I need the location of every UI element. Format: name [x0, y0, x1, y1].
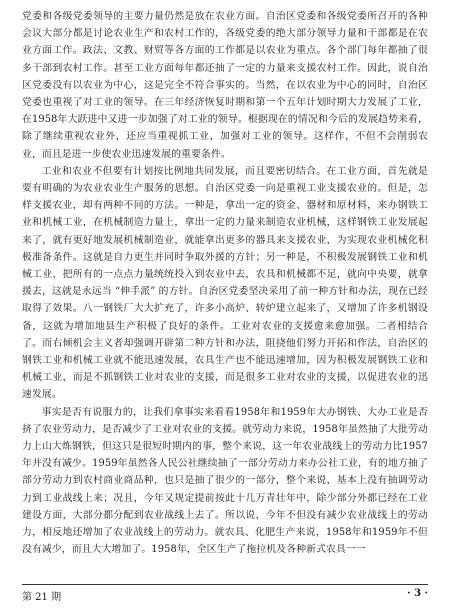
paragraph-1: 党委和各级党委领导的主要力量仍然是放在农业方面。自治区党委和各级党委所召开的各种会议大部分都是讨论农业生产和农村工作的，各级党委的绝大部分领导力量和干部都是在农业方面工作。政法、文教、财贸等各方面的工作都是以农业为重点。各个部门每年都抽了很多干部到农村工作。甚至工业方面每年都还抽了一定的力量来支援农村工作。因此，说自治区党委没有以农业为中心，这是完全不符合事实的。当然，在以农业为中心的同时，自治区党委也重视了对工业的领导。在三年经济恢复时期和第一个五年计划时期大力发展了工业，在1958年大跃进中又进一步加强了对工业的领导。根据现在的情况和今后的发展趋势来看，除了继续重视农业外，还应当重视抓工业，加强对工业的领导。这样作，不但不会削弱农业，而且是进一步使农业迅速发展的重要条件。: [22, 11, 428, 160]
article-body: [22, 8, 428, 559]
page-number: · 3 ·: [407, 588, 428, 599]
paragraph-2: 工业和农业不但要有计划按比例地共同发展，而且要密切结合。在工业方面，首先就是要有明确的为农业农业生产服务的思想。自治区党委一向是重视工业支援农业的。但是，怎样支援农业，却有两种不同的方法。一种是，拿出一定的资金、器材和原材料，来办钢铁工业和机械工业，在机械制造力量上，拿出一定的力量来制造农业机械，这样钢铁工业发展起来了，就有更好地发展机械制造业，就能拿出更多的器具来支援农业，为实现农业机械化积极准备条件。这就是自力更生并同时争取外援的方针；另一种是，不积极发展钢铁工业和机械工业，把所有的一点点力量统统投入到农业中去，农具和机械都不足，就向中央要，就拿援去，这就是永远当 “伸手派” 的方针。自治区党委坚决采用了前一种方针和办法，现在已经取得了效果。八一钢铁厂大大扩充了，许多小高炉、转炉建立起来了，又增加了许多机钢设备，这就为增加地县生产积极了良好的条件。工业对农业的支援愈来愈加强。二者相结合了。而右倾机会主义者却强调开辟第二种方针和办法，阻挠他们努力开拓和作法，自治区的钢铁工业和机械工业就不能迅速发展，农具生产也不能迅速增加，因为积极发展钢铁工业和机械工业，而是不抓钢铁工业对农业的支援，而是很多工业对农业的支援，以促进农业的迅速发展。: [22, 165, 428, 401]
page-footer: [22, 584, 428, 603]
paragraph-3: 事实是否有说服力的，让我们拿事实来看看1958年和1959年大办钢铁、大办工业是否挤了农业劳动力，是否减少了工业对农业的支援。就劳动力来说，1958年虽然抽了大批劳动力上山大炼钢铁，但这只是很短时期内的事，整个来说，这一年农业战线上的劳动力比1957年并没有减少。1959年虽然各人民公社继续抽了一部分劳动力来办公社工业，有的地方抽了部分劳动力到农村商业商品种，也只是抽了很少的一部分，整个来说，基本上没有抽调劳动力到工业战线上来；况且，今年又规定提前按此十几万青壮年中，除少部分外都已经在工业建设方面，大部分都分配到农业战线上去了。所以说，今年不但没有减少农业战线上的劳动力，相反地还增加了农业战线上的劳动力。就农具、化肥生产来说，1958年和1959年不但没有减少，而且大大增加了。1958年，全区生产了拖拉机及各种新式农具一一: [22, 406, 428, 556]
issue-label: 第 21 期: [22, 592, 62, 603]
